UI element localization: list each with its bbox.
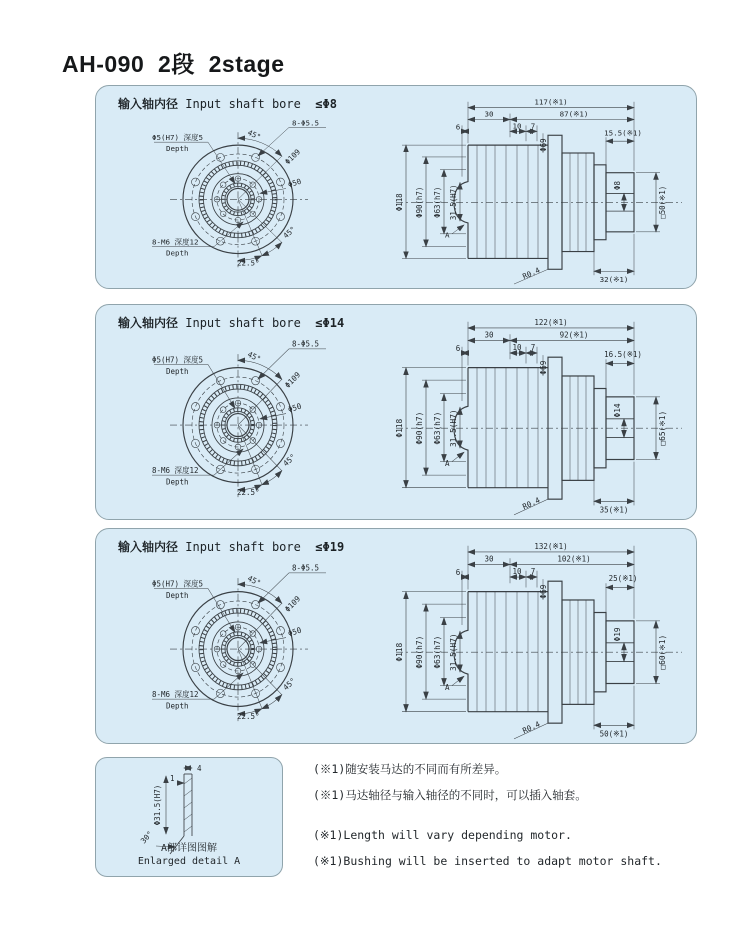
technical-drawing (96, 305, 696, 519)
label-dowel-hole: Φ5(H7) 深度5 (152, 133, 204, 143)
detail-caption-cn: A部详图图解 (160, 843, 218, 854)
technical-drawing (96, 529, 696, 743)
label-depth-bottom: Depth (166, 248, 189, 258)
dim-d63: Φ63(h7) (433, 411, 442, 445)
dim-d315: 31.5(H7) (449, 633, 458, 672)
panel-header (118, 538, 344, 555)
label-bolt-circle: Φ109 (283, 147, 303, 167)
label-bolt-circle: Φ109 (283, 594, 303, 614)
label-angle-225: 22.5° (237, 258, 260, 268)
detail-dim-1: 1 (170, 774, 175, 783)
label-depth-bottom: Depth (166, 701, 189, 711)
label-depth-top: Depth (166, 366, 189, 376)
label-angle-225: 22.5° (237, 711, 260, 722)
label-pilot-circle: Φ50 (286, 625, 303, 639)
dim-shaft-insert: 25(※1) (608, 574, 638, 584)
dim-7: 7 (530, 566, 536, 576)
dim-10: 10 (512, 342, 522, 352)
dim-front-length: 30 (484, 330, 494, 340)
panel-header-limit: ≤Φ19 (315, 540, 345, 554)
note-en-1: (※1)Length will vary depending motor. (313, 828, 572, 842)
dim-front-length: 30 (484, 554, 494, 564)
dim-motor-length: 87(※1) (559, 109, 589, 119)
note-cn-1: (※1)随安装马达的不同而有所差异。 (313, 762, 507, 776)
dim-outer-diameter: Φ118 (394, 193, 405, 212)
panel-header-cn: 输入轴内径 (118, 97, 179, 111)
dim-d90: Φ90(h7) (414, 186, 425, 218)
dim-shaft-insert: 15.5(※1) (604, 128, 642, 138)
label-fillet: R0.4 (521, 265, 542, 281)
dim-total-length: 117(※1) (534, 97, 568, 107)
housing-ribs (477, 368, 538, 488)
label-fillet: R0.4 (521, 495, 542, 512)
dim-motor-square: □60(※1) (658, 634, 667, 670)
dim-total-length: 122(※1) (534, 317, 568, 327)
label-angle-45-bottom: 45° (281, 676, 298, 693)
front-view (152, 340, 326, 497)
dim-d63: Φ63(h7) (433, 635, 442, 669)
label-fillet: R0.4 (521, 719, 542, 736)
dim-outer-diameter: Φ118 (395, 418, 404, 438)
label-depth-top: Depth (166, 590, 189, 600)
panel-header-en: Input shaft bore (185, 316, 301, 330)
dim-pilot-diameter: Φ69 (538, 138, 549, 152)
dim-input-bore: Φ19 (613, 627, 622, 642)
label-bolt-holes: 8-Φ5.5 (292, 339, 320, 349)
dim-d63: Φ63(h7) (432, 186, 443, 218)
label-angle-45-bottom: 45° (281, 452, 298, 469)
dim-total-length: 132(※1) (534, 541, 568, 551)
dim-6: 6 (455, 122, 461, 132)
dim-adapter-length: 35(※1) (599, 505, 629, 515)
housing-ribs (477, 145, 538, 258)
dim-motor-square: □50(※1) (657, 185, 668, 219)
label-dowel-hole: Φ5(H7) 深度5 (152, 579, 204, 589)
panel-header-cn: 输入轴内径 (118, 316, 179, 330)
dim-shaft-insert: 16.5(※1) (604, 350, 642, 360)
label-angle-45-bottom: 45° (281, 224, 298, 241)
dim-front-length: 30 (484, 109, 494, 119)
label-detail-a: A (445, 458, 450, 468)
panel-header (118, 314, 344, 331)
dim-motor-length: 92(※1) (559, 330, 589, 340)
enlarged-detail-panel (95, 757, 283, 877)
panel-header-limit: ≤Φ14 (315, 316, 345, 330)
dim-adapter-length: 32(※1) (599, 275, 629, 285)
dim-motor-square: □65(※1) (658, 410, 667, 446)
panel-bore-19 (95, 528, 697, 744)
label-pilot-circle: Φ50 (286, 176, 303, 190)
dim-d90: Φ90(h7) (415, 411, 424, 445)
label-depth-bottom: Depth (166, 477, 189, 487)
detail-dim-4: 4 (197, 764, 202, 773)
label-angle-45-top: 45° (246, 349, 263, 364)
dim-d90: Φ90(h7) (415, 635, 424, 669)
dim-input-bore: Φ14 (613, 403, 622, 418)
panel-header-cn: 输入轴内径 (118, 540, 179, 554)
label-detail-a: A (445, 682, 450, 692)
dim-outer-diameter: Φ118 (395, 642, 404, 662)
label-pilot-circle: Φ50 (286, 401, 303, 415)
label-tapped-holes: 8-M6 深度12 (152, 689, 199, 700)
label-angle-225: 22.5° (237, 487, 260, 498)
label-depth-top: Depth (166, 144, 189, 154)
side-view (395, 542, 682, 739)
dim-pilot-diameter: Φ69 (539, 584, 548, 599)
label-tapped-holes: 8-M6 深度12 (152, 465, 199, 476)
panel-header-limit: ≤Φ8 (315, 97, 337, 111)
dim-motor-length: 102(※1) (557, 554, 591, 564)
label-detail-a: A (445, 230, 450, 240)
note-en-2: (※1)Bushing will be inserted to adapt motor shaft. (313, 854, 662, 868)
dim-d315: 31.5(H7) (449, 409, 458, 448)
detail-angle: 30° (138, 829, 155, 846)
label-dowel-hole: Φ5(H7) 深度5 (152, 355, 204, 365)
dim-10: 10 (512, 121, 522, 131)
panel-header-en: Input shaft bore (185, 540, 301, 554)
dim-7: 7 (530, 342, 536, 352)
front-view (152, 118, 326, 267)
page-title: AH-090 2段 2stage (62, 51, 285, 77)
dim-7: 7 (530, 121, 536, 131)
label-bolt-circle: Φ109 (283, 370, 303, 390)
note-cn-2: (※1)马达轴径与输入轴径的不同时，可以插入轴套。 (313, 788, 587, 802)
label-angle-45-top: 45° (246, 573, 263, 588)
side-view (395, 318, 682, 515)
side-view (395, 98, 682, 284)
dim-6: 6 (455, 343, 461, 353)
dim-adapter-length: 50(※1) (599, 729, 629, 739)
dim-6: 6 (455, 567, 461, 577)
label-bolt-holes: 8-Φ5.5 (292, 563, 320, 573)
detail-caption-en: Enlarged detail A (137, 855, 241, 867)
dim-10: 10 (512, 566, 522, 576)
dim-input-bore: Φ8 (612, 181, 623, 190)
panel-bore-8 (95, 85, 697, 289)
dim-d315: 31.5(H7) (448, 184, 459, 221)
label-tapped-holes: 8-M6 深度12 (152, 237, 199, 247)
panel-header (118, 95, 337, 112)
technical-drawing (96, 86, 696, 288)
label-bolt-holes: 8-Φ5.5 (292, 118, 320, 128)
detail-dim-bore: Φ31.5(H7) (153, 784, 162, 826)
housing-ribs (477, 592, 538, 712)
dim-pilot-diameter: Φ69 (539, 360, 548, 375)
front-view (152, 564, 326, 721)
panel-header-en: Input shaft bore (185, 97, 301, 111)
label-angle-45-top: 45° (246, 127, 263, 142)
panel-bore-14 (95, 304, 697, 520)
